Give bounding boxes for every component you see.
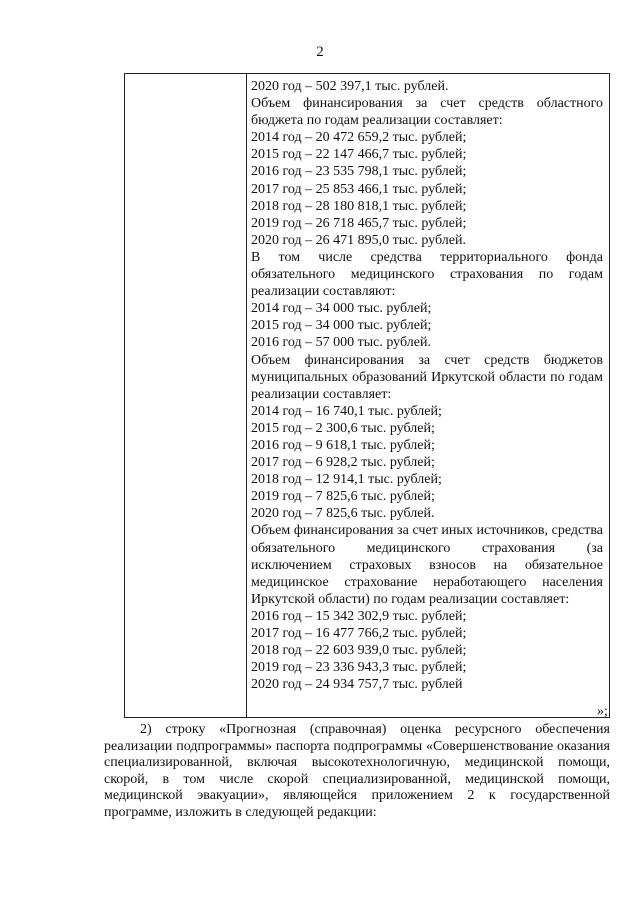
financing-line: Объем финансирования за счет средств областного бюджета по годам реализации составляет: — [251, 96, 603, 129]
financing-line: 2020 год – 502 397,1 тыс. рублей. — [251, 79, 449, 94]
financing-line: 2015 год – 2 300,6 тыс. рублей; — [251, 420, 435, 436]
financing-line: 2018 год – 12 914,1 тыс. рублей; — [251, 472, 442, 488]
amendment-paragraph: 2) строку «Прогнозная (справочная) оценка ресурсного обеспечения реализации подпрограммы» паспорта подпрограммы «Совершенствование оказания специализированной, включая высокотехнологичную, медицинской помощи, скорой, в том числе скорой специализированной, медицинской помощи, медицинской эвакуации», являющейся приложением 2 к государственной программе, изложить в следующей редакции: — [104, 722, 610, 820]
financing-line: 2015 год – 34 000 тыс. рублей; — [251, 318, 432, 334]
financing-line: 2019 год – 23 336 943,3 тыс. рублей; — [251, 660, 467, 676]
financing-line: Объем финансирования за счет иных источников, средства обязательного медицинского страхования (за исключением страховых взносов на обязательное медицинское страхование неработающего населения Иркутской области) по годам реализации составляет: — [251, 523, 603, 607]
financing-line: 2020 год – 26 471 895,0 тыс. рублей. — [251, 232, 466, 248]
financing-line: 2014 год – 20 472 659,2 тыс. рублей; — [251, 130, 467, 146]
financing-line: 2018 год – 22 603 939,0 тыс. рублей; — [251, 643, 467, 659]
table-column-divider — [246, 73, 247, 718]
financing-cell — [251, 78, 603, 693]
financing-line: 2016 год – 15 342 302,9 тыс. рублей; — [251, 608, 467, 624]
financing-line: Объем финансирования за счет средств бюджетов муниципальных образований Иркутской области по годам реализации составляет: — [251, 352, 603, 402]
financing-line: 2019 год – 26 718 465,7 тыс. рублей; — [251, 215, 467, 231]
financing-line: 2014 год – 34 000 тыс. рублей; — [251, 301, 432, 317]
financing-line: 2017 год – 6 928,2 тыс. рублей; — [251, 455, 435, 471]
financing-line: 2018 год – 28 180 818,1 тыс. рублей; — [251, 198, 467, 214]
closing-quote: »; — [597, 704, 608, 719]
financing-line: 2019 год – 7 825,6 тыс. рублей; — [251, 489, 435, 505]
financing-line: 2017 год – 16 477 766,2 тыс. рублей; — [251, 626, 467, 641]
financing-line: 2016 год – 9 618,1 тыс. рублей; — [251, 437, 435, 453]
page-number: 2 — [316, 44, 324, 60]
financing-line: 2020 год – 24 934 757,7 тыс. рублей — [251, 677, 463, 693]
financing-line: 2017 год – 25 853 466,1 тыс. рублей; — [251, 181, 467, 197]
financing-line: 2020 год – 7 825,6 тыс. рублей. — [251, 506, 435, 522]
financing-line: 2016 год – 23 535 798,1 тыс. рублей; — [251, 164, 467, 180]
financing-line: 2015 год – 22 147 466,7 тыс. рублей; — [251, 147, 467, 163]
financing-line: 2014 год – 16 740,1 тыс. рублей; — [251, 403, 442, 419]
financing-line: 2016 год – 57 000 тыс. рублей. — [251, 335, 431, 351]
financing-line: В том числе средства территориального фонда обязательного медицинского страхования по годам реализации составляют: — [251, 249, 603, 300]
